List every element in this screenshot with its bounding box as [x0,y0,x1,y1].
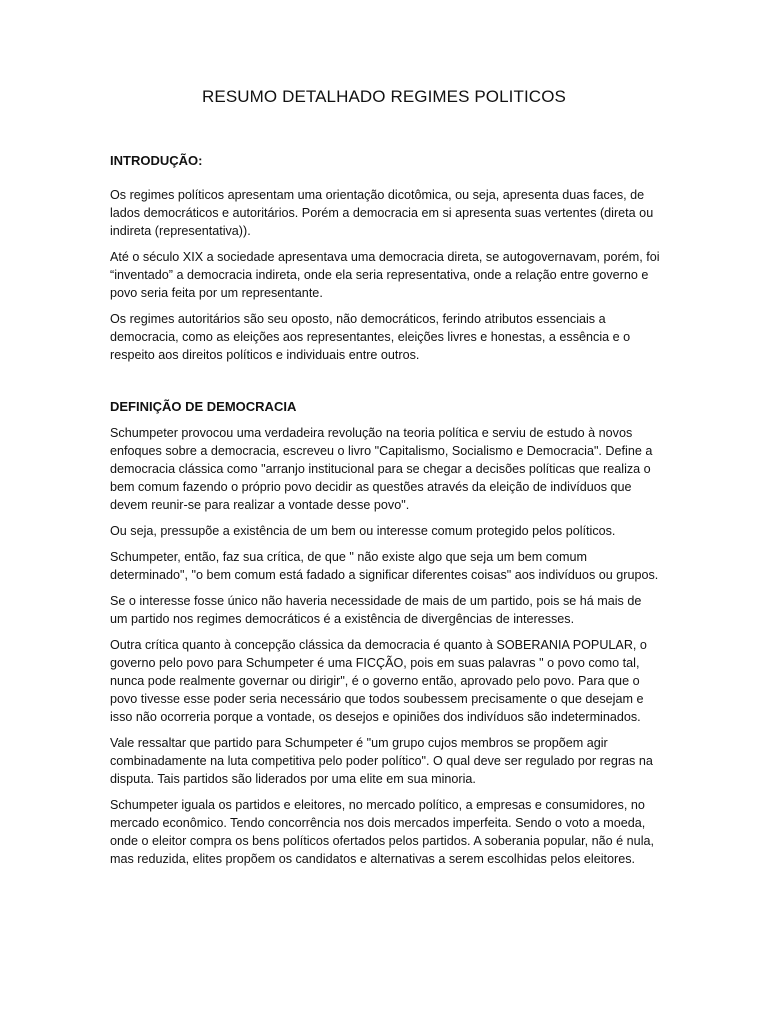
paragraph: Até o século XIX a sociedade apresentava uma democracia direta, se autogovernavam, porém, foi “inventado” a democracia indireta, onde ela seria representativa, onde a relação entre governo e povo seria feita por um representante. [110,250,660,300]
paragraph: Os regimes políticos apresentam uma orientação dicotômica, ou seja, apresenta duas faces, de lados democráticos e autoritários. Porém a democracia em si apresenta suas vertentes (direta ou indireta (representativa)). [110,188,654,238]
section-heading: INTRODUÇÃO: [110,153,203,168]
paragraph: Se o interesse fosse único não haveria necessidade de mais de um partido, pois se há mais de um partido nos regimes democráticos é a existência de divergências de interesses. [110,594,642,626]
paragraph: Outra crítica quanto à concepção clássica da democracia é quanto à SOBERANIA POPULAR, o governo pelo povo para Schumpeter é uma FICÇÃO, pois em suas palavras " o povo como tal, nunca pode realmente governar ou dirigir", é o governo então, aprovado pelo povo. Para que o povo tivesse esse poder seria necessário que todos soubessem precisamente o que desejam e isso não ocorreria porque a vontade, os desejos e opiniões dos indivíduos são indeterminados. [110,638,647,724]
paragraph: Os regimes autoritários são seu oposto, não democráticos, ferindo atributos essenciais a democracia, como as eleições aos representantes, eleições livres e honestas, a essência e o respeito aos direitos políticos e individuais entre outros. [110,312,631,362]
paragraph: Vale ressaltar que partido para Schumpeter é "um grupo cujos membros se propõem agir combinadamente na luta competitiva pelo poder político". O qual deve ser regulado por regras na disputa. Tais partidos são liderados por uma elite em sua minoria. [110,736,653,786]
paragraph: Ou seja, pressupõe a existência de um bem ou interesse comum protegido pelos políticos. [110,524,616,538]
paragraph: Schumpeter, então, faz sua crítica, de que " não existe algo que seja um bem comum determinado", "o bem comum está fadado a significar diferentes coisas" aos indivíduos ou grupos. [110,550,659,582]
section-heading: DEFINIÇÃO DE DEMOCRACIA [110,399,297,414]
paragraph: Schumpeter provocou uma verdadeira revolução na teoria política e serviu de estudo à novos enfoques sobre a democracia, escreveu o livro "Capitalismo, Socialismo e Democracia". Define a democracia clássica como "arranjo institucional para se chegar a decisões políticas que realiza o bem comum fazendo o próprio povo decidir as questões através da eleição de indivíduos que devem reunir-se para realizar a vontade desse povo". [110,426,653,512]
section-introducao [110,152,660,364]
document-body [110,152,660,876]
section-definicao-democracia [110,398,660,868]
document-title: RESUMO DETALHADO REGIMES POLITICOS [202,87,566,106]
section-spacer [110,372,660,398]
paragraph: Schumpeter iguala os partidos e eleitores, no mercado político, a empresas e consumidores, no mercado econômico. Tendo concorrência nos dois mercados imperfeita. Sendo o voto a moeda, onde o eleitor compra os bens políticos ofertados pelos partidos. A soberania popular, não é nula, mas reduzida, elites propõem os candidatos e alternativas a serem escolhidas pelos eleitores. [110,798,654,866]
